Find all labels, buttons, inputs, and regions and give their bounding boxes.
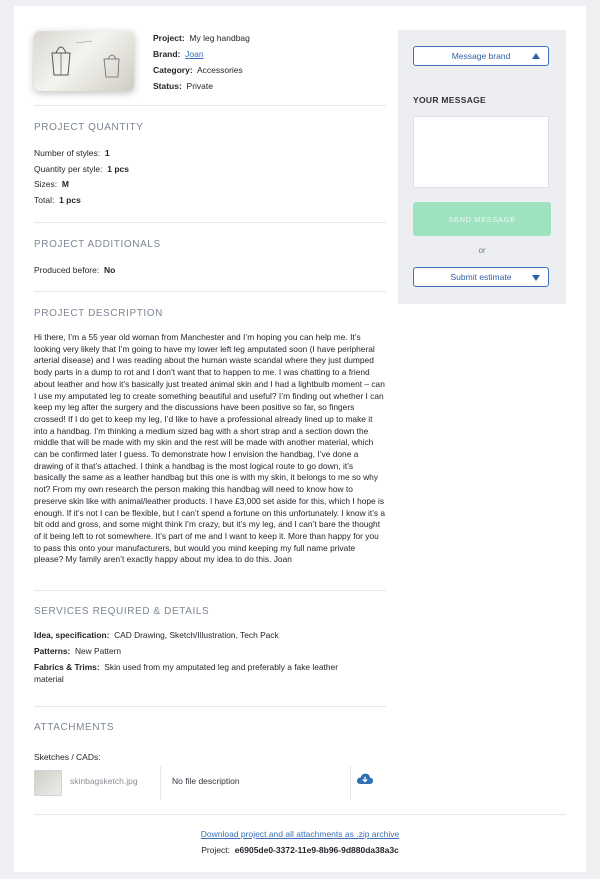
message-textarea[interactable] xyxy=(413,116,549,188)
fabrics-value: Skin used from my amputated leg and preferably a fake leather material xyxy=(34,662,338,684)
divider xyxy=(34,291,386,292)
divider xyxy=(34,222,386,223)
project-card xyxy=(14,6,586,872)
project-meta xyxy=(153,30,250,94)
divider xyxy=(34,814,566,815)
additionals-details xyxy=(34,263,115,279)
per-style-value: 1 pcs xyxy=(107,163,129,174)
action-sidebar xyxy=(398,30,566,304)
produced-before-label: Produced before: xyxy=(34,265,100,275)
brand-link[interactable]: Joan xyxy=(185,49,204,59)
submit-estimate-button[interactable] xyxy=(413,267,549,287)
total-label: Total: xyxy=(34,194,55,205)
category-value: Accessories xyxy=(196,65,243,75)
project-description-text: Hi there, I’m a 55 year old woman from Manchester and I’m hoping you can help me. It’s looking very likely that I’m going to have my lower left leg amputated soon (I have peripheral arterial disease) and I was reading about the human waste scandal where they just dumped body parts in a dump to rot and I don’t want that to happen to me. I was chatting to a friend about leather and how it’s basically just treated animal skin and I had a lightbulb moment – can I use my amputated leg to create something beautiful and useful? I’m finding out whether I can keep my leg after the surgery and the discussions have been positive so far, so fingers crossed! If I do get to keep my leg, I’d like to have a professional already lined up to make it into a handbag. I’m thinking a medium sized bag with a short strap and a section down the middle that will be made with my skin and the rest will be made with another material, which can be confirmed later I guess. To demonstrate how I envision the handbag, I’ve done a drawing of it that’s attached. I think a handbag is the most logical route to go down, it’s basically the same as a leather handbag but this one is with my skin, it belongs to me so why not? From my own research the person making this handbag will need to know how to preserve skin like with animal/leather products. I have £3,000 set aside for this, which I hope is enough. If it’s not I can be flexible, but I can’t spend a fortune on this unfortunately. I know it’s a bit odd and gross, and some might think I’m crazy, but it’s my leg, and I can’t bare the thought of it being left to rot somewhere. It’s part of me and I want to keep it. More than happy for you to pass this onto your manufacturers, but would you mind keeping my full name private please? My family aren’t exactly happy about my idea to do this. Joan xyxy=(34,332,386,565)
attachment-file-name[interactable]: skinbagsketch.jpg xyxy=(70,776,138,786)
project-thumbnail[interactable] xyxy=(34,31,134,91)
styles-label: Number of styles: xyxy=(34,148,101,158)
per-style-label: Quantity per style: xyxy=(34,163,103,174)
additionals-section-title: PROJECT ADDITIONALS xyxy=(34,239,161,250)
divider xyxy=(34,105,386,106)
services-section-title: SERVICES REQUIRED & DETAILS xyxy=(34,606,210,617)
sizes-value: M xyxy=(61,179,69,189)
service-idea xyxy=(34,630,364,642)
your-message-label: YOUR MESSAGE xyxy=(413,95,487,105)
fabrics-label: Fabrics & Trims: xyxy=(34,662,100,672)
status-value: Private xyxy=(186,81,214,91)
description-section-title: PROJECT DESCRIPTION xyxy=(34,308,164,319)
produced-before-value: No xyxy=(103,265,116,275)
quantity-section-title: PROJECT QUANTITY xyxy=(34,122,144,133)
idea-value: CAD Drawing, Sketch/Illustration, Tech Pack xyxy=(114,630,279,640)
sketches-label: Sketches / CADs: xyxy=(34,752,101,762)
project-name: My leg handbag xyxy=(189,33,250,43)
sizes-label: Sizes: xyxy=(34,179,58,189)
project-label: Project: xyxy=(153,33,185,43)
service-patterns xyxy=(34,646,364,658)
status-label: Status: xyxy=(153,81,182,91)
patterns-value: New Pattern xyxy=(74,646,122,656)
chevron-up-icon xyxy=(532,53,540,59)
service-fabrics xyxy=(34,662,364,685)
styles-value: 1 xyxy=(104,148,110,158)
project-id-label: Project: xyxy=(201,845,231,855)
message-brand-button[interactable] xyxy=(413,46,549,66)
chevron-down-icon xyxy=(532,275,540,281)
patterns-label: Patterns: xyxy=(34,646,71,656)
brand-label: Brand: xyxy=(153,49,181,59)
total-value: 1 pcs xyxy=(59,194,81,205)
or-separator: or xyxy=(478,246,486,255)
message-brand-label: Message brand xyxy=(451,51,511,61)
cloud-download-icon[interactable] xyxy=(356,772,374,791)
project-id-value: e6905de0-3372-11e9-8b96-9d880da38a3c xyxy=(234,845,399,855)
download-archive-link[interactable]: Download project and all attachments as .zip archive xyxy=(200,829,400,839)
divider xyxy=(34,706,386,707)
idea-label: Idea, specification: xyxy=(34,630,110,640)
attachment-thumbnail[interactable] xyxy=(34,770,62,796)
quantity-details xyxy=(34,146,129,208)
attachment-description: No file description xyxy=(172,776,240,786)
divider xyxy=(160,766,161,800)
attachments-section-title: ATTACHMENTS xyxy=(34,722,115,733)
send-message-button[interactable]: SEND MESSAGE xyxy=(413,202,551,236)
category-label: Category: xyxy=(153,65,193,75)
divider xyxy=(350,766,351,800)
submit-estimate-label: Submit estimate xyxy=(450,272,512,282)
divider xyxy=(34,590,386,591)
project-id xyxy=(14,845,586,855)
